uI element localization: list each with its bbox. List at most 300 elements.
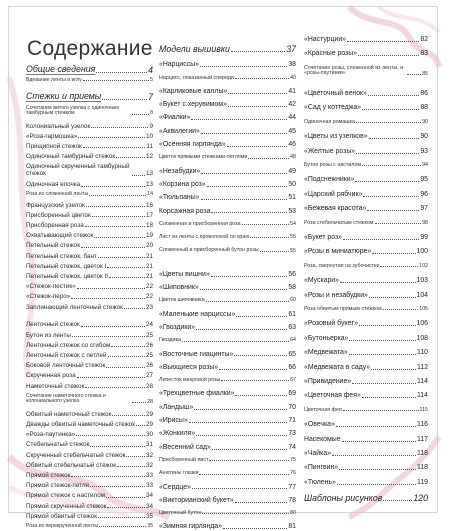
toc-entry-title: Анютины глазки <box>159 470 199 477</box>
toc-entry-title: Петельный стежок, бант <box>26 252 97 260</box>
toc-page-number: 88 <box>420 104 428 112</box>
toc-entry <box>26 223 153 229</box>
dot-leader <box>349 354 416 355</box>
toc-page-number: 41 <box>288 87 296 95</box>
dot-leader <box>223 528 287 529</box>
toc-page-number: 98 <box>422 219 428 226</box>
toc-entry <box>26 154 153 160</box>
dot-leader <box>228 106 288 107</box>
toc-entry-title: Роза обвитым прямым стежком <box>304 306 382 312</box>
toc-entry-title: «Ирисы» <box>159 417 188 425</box>
dot-leader <box>358 55 419 56</box>
toc-entry <box>159 511 296 516</box>
toc-page-number: 119 <box>417 478 428 486</box>
toc-entry-title: Цветочная фея <box>304 406 342 413</box>
toc-entry <box>304 221 428 226</box>
dot-leader <box>112 415 145 416</box>
toc-entry <box>159 272 296 279</box>
toc-entry <box>26 524 153 529</box>
toc-page-number: 33 <box>145 471 153 479</box>
toc-entry <box>159 498 296 505</box>
toc-entry <box>26 473 153 479</box>
toc-page-number: 114 <box>417 378 428 385</box>
toc-entry <box>159 352 296 359</box>
toc-entry-title: Присборенный цветок <box>26 211 91 219</box>
toc-entry-title: Ленточный стежок с петлей <box>26 352 107 360</box>
toc-page-number: 99 <box>420 234 428 241</box>
toc-entry-title: Цветок шиповника <box>159 297 205 304</box>
toc-entry <box>159 338 296 343</box>
dot-leader <box>235 502 288 503</box>
toc-entry-title: «Бутоньерка» <box>304 334 349 342</box>
toc-entry <box>159 298 296 303</box>
toc-page-number: 34 <box>145 492 153 500</box>
toc-entry <box>26 514 153 520</box>
toc-entry-title: «Красные розы» <box>304 50 357 58</box>
dot-leader <box>340 282 416 283</box>
toc-entry-title: Стежки и приемы <box>26 91 102 102</box>
toc-entry-title: «Мускари» <box>304 277 339 285</box>
toc-page-number: 21 <box>145 252 153 260</box>
toc-page-number: 75 <box>290 456 296 463</box>
toc-page-number: 49 <box>288 167 296 175</box>
dot-leader <box>196 435 287 436</box>
toc-entry-title: «Сердце» <box>159 483 191 491</box>
toc-entry <box>304 51 428 58</box>
toc-page-number: 105 <box>419 306 428 312</box>
toc-page-number: 34 <box>145 502 153 510</box>
toc-entry-title: Одиночная епочка <box>26 181 81 189</box>
toc-page-number: 20 <box>145 242 153 250</box>
toc-page-number: 90 <box>420 133 428 141</box>
toc-entry-title: Охватывающий стежок <box>26 232 94 240</box>
toc-page-number: 94 <box>422 162 428 168</box>
toc-entry-title: «Цветочная фея» <box>304 392 361 400</box>
toc-page-number: 77 <box>288 483 296 491</box>
toc-page-number: 100 <box>416 248 428 256</box>
toc-entry-title: Дважды обвитый наметочный стежок <box>26 420 136 428</box>
dot-leader <box>98 517 145 518</box>
toc-entry-title: «Чайка» <box>304 450 331 457</box>
dot-leader <box>211 276 288 277</box>
toc-page-number: 60 <box>290 297 296 304</box>
dot-leader <box>91 127 148 128</box>
toc-entry <box>26 463 153 469</box>
toc-entry-title: «Аквилегии» <box>159 127 200 135</box>
toc-page-number: 95 <box>420 176 428 184</box>
toc-entry-title: Роза из перекрученной ленты <box>26 522 99 529</box>
toc-entry-title: «Пингвин» <box>304 464 339 472</box>
toc-page-number: 96 <box>420 190 428 198</box>
toc-page-number: 76 <box>290 470 296 477</box>
toc-entry-title: «Букет с херувимом» <box>159 101 227 109</box>
dot-leader <box>207 186 288 187</box>
toc-entry <box>159 458 296 463</box>
dot-leader <box>132 114 149 115</box>
toc-entry <box>304 149 428 156</box>
toc-entry-title: Модели вышивки <box>159 44 230 54</box>
dot-leader <box>368 95 419 96</box>
toc-entry-title: «Царский рябчик» <box>304 190 363 198</box>
toc-entry-title: Присборенный лист <box>159 456 209 463</box>
toc-entry-title: Сочетание наметочного стежка и колониального узелка <box>26 392 106 405</box>
dot-leader <box>201 133 287 134</box>
toc-entry <box>26 483 153 489</box>
toc-entry-title: «Розы и незабудки» <box>304 291 368 299</box>
dot-leader <box>106 367 145 368</box>
toc-entry-title: «Настурции» <box>304 36 346 43</box>
dot-leader <box>192 488 287 489</box>
toc-entry-title: «Овечка» <box>304 421 335 429</box>
toc-entry <box>304 422 428 429</box>
toc-entry-title: «Розы в миниатюре» <box>304 248 372 256</box>
dot-leader <box>339 469 416 470</box>
dot-leader <box>83 80 149 81</box>
toc-entry-title: «Фиалки» <box>159 114 191 122</box>
toc-entry <box>26 203 153 209</box>
toc-entry <box>26 192 153 197</box>
toc-entry-title: «Цветы из узелков» <box>304 133 368 141</box>
dot-leader <box>199 474 289 475</box>
toc-entry <box>304 134 428 141</box>
toc-page-number: 23 <box>145 303 153 311</box>
dot-leader <box>375 223 422 224</box>
dot-leader <box>99 526 146 527</box>
toc-entry-title: Прямой стежок с настилом <box>26 492 106 500</box>
toc-entry <box>26 432 153 438</box>
toc-entry-title: Ленточный стежок со сгибом <box>26 341 111 349</box>
dot-leader <box>202 513 289 514</box>
toc-entry <box>159 102 296 109</box>
dot-leader <box>196 329 287 330</box>
dot-leader <box>356 153 419 154</box>
toc-page-number: 11 <box>146 142 153 150</box>
toc-entry <box>159 365 296 372</box>
toc-entry <box>26 164 153 177</box>
toc-entry <box>26 274 153 280</box>
toc-entry-title: Сложенная и присборенная роза <box>159 220 241 227</box>
toc-entry <box>159 285 296 292</box>
toc-page-number: 65 <box>288 350 296 358</box>
toc-page-number: 78 <box>288 496 296 504</box>
toc-page-number: 114 <box>417 392 428 400</box>
toc-entry <box>26 284 153 290</box>
toc-entry <box>26 124 153 130</box>
toc-page-number: 27 <box>145 372 153 380</box>
toc-page-number: 24 <box>145 321 153 329</box>
dot-leader <box>369 138 420 139</box>
toc-page-number: 31 <box>145 441 153 449</box>
toc-page-number: 32 <box>145 461 153 469</box>
toc-entry-title: Насекомые <box>304 435 341 443</box>
toc-page-number: 120 <box>413 493 428 504</box>
toc-entry-title: Прямой обвитый стежок <box>26 512 97 520</box>
toc-entry-title: «Привидение» <box>304 378 352 385</box>
dot-leader <box>86 206 145 207</box>
toc-entry <box>304 379 428 386</box>
toc-page-number: 29 <box>145 420 153 428</box>
dot-leader <box>200 66 287 67</box>
dot-leader <box>352 383 416 384</box>
toc-entry-title: «Медвежата в саду» <box>304 363 371 371</box>
toc-entry-title: «Трехцветные фиалки» <box>159 390 235 398</box>
toc-page-number: 10 <box>145 132 153 140</box>
dot-leader <box>76 435 145 436</box>
dot-leader <box>343 410 419 411</box>
toc-page-number: 46 <box>288 141 296 149</box>
toc-page-number: 82 <box>420 36 428 43</box>
dot-leader <box>108 356 145 357</box>
toc-page-number: 70 <box>288 403 296 411</box>
toc-page-number: 13 <box>145 170 153 178</box>
dot-leader <box>228 93 287 94</box>
toc-page-number: 102 <box>419 262 428 269</box>
toc-page-number: 28 <box>145 382 153 390</box>
toc-page-number: 37 <box>286 44 296 54</box>
toc-page-number: 93 <box>420 147 428 155</box>
toc-page-number: 13 <box>145 181 153 189</box>
toc-entry-title: «Весенний сад» <box>159 443 211 451</box>
toc-entry <box>159 418 296 425</box>
toc-page-number: 22 <box>145 283 153 291</box>
dot-leader <box>92 216 145 217</box>
toc-page-number: 16 <box>145 201 153 209</box>
toc-entry <box>26 106 153 117</box>
toc-entry <box>26 373 153 379</box>
dot-leader <box>343 239 419 240</box>
toc-page-number: 117 <box>417 435 428 443</box>
dot-leader <box>369 297 416 298</box>
dot-leader <box>90 446 145 447</box>
dot-leader <box>362 109 419 110</box>
toc-entry-title: Роза стебельчатым стежком <box>304 219 374 226</box>
toc-entry <box>304 480 428 487</box>
dot-leader <box>209 460 289 461</box>
toc-entry-title: «Бежевая красота» <box>304 205 367 213</box>
toc-entry-title: Цветочный бутон <box>159 510 202 517</box>
toc-entry-title: Обвитый наметочный стежок <box>26 410 112 418</box>
toc-entry-title: «Подснежники» <box>304 176 355 184</box>
toc-entry <box>304 206 428 213</box>
toc-page-number: 103 <box>416 277 428 285</box>
toc-page-number: 22 <box>145 293 153 301</box>
toc-page-number: 116 <box>417 421 428 429</box>
toc-entry <box>26 353 153 359</box>
toc-entry-title: Одиночный скрученный тамбурный стежок <box>26 163 130 177</box>
dot-leader <box>106 497 145 498</box>
toc-entry <box>159 405 296 412</box>
dot-leader <box>107 267 145 268</box>
toc-entry <box>159 222 296 227</box>
toc-entry <box>304 293 428 300</box>
dot-leader <box>77 377 145 378</box>
toc-page-number: 25 <box>145 331 153 339</box>
toc-entry-title: «Медвежата» <box>304 349 348 357</box>
dot-leader <box>383 500 412 501</box>
toc-entry-title: «Роза-паутинка» <box>26 431 76 439</box>
dot-leader <box>242 224 290 225</box>
toc-entry-title: Сочетание витого узелка с одиночным тамбурным стежком <box>26 104 119 117</box>
toc-page-number: 81 <box>288 523 296 531</box>
toc-entry <box>26 412 153 418</box>
toc-entry <box>304 177 428 184</box>
toc-entry-title: Бутон розы с настилом <box>304 162 362 168</box>
toc-entry <box>159 209 296 216</box>
toc-entry <box>26 213 153 219</box>
toc-entry <box>26 504 153 510</box>
dot-leader <box>81 186 145 187</box>
toc-page-number: 110 <box>417 349 428 357</box>
toc-entry <box>304 350 428 357</box>
toc-entry <box>304 66 428 77</box>
toc-entry <box>159 169 296 176</box>
toc-page-number: 54 <box>290 220 296 227</box>
toc-entry <box>159 485 296 492</box>
toc-page-number: 112 <box>417 363 428 371</box>
toc-entry <box>26 182 153 188</box>
dot-leader <box>363 196 419 197</box>
dot-leader <box>98 257 145 258</box>
dot-leader <box>347 41 419 42</box>
toc-page-number: 73 <box>288 430 296 438</box>
toc-entry <box>159 195 296 202</box>
toc-entry <box>26 294 153 300</box>
toc-page-number: 19 <box>145 232 153 240</box>
dot-leader <box>235 395 287 396</box>
toc-entry <box>26 144 153 150</box>
toc-entry-title: Роза из сложенной ленты <box>26 191 89 198</box>
toc-entry <box>26 343 153 349</box>
toc-page-number: 12 <box>145 153 153 161</box>
dot-leader <box>77 288 145 289</box>
toc-page-number: 61 <box>288 310 296 318</box>
dot-leader <box>132 402 146 403</box>
toc-section-entry <box>26 92 153 102</box>
toc-page-number: 48 <box>290 154 296 161</box>
dot-leader <box>83 147 146 148</box>
toc-entry <box>159 312 296 319</box>
toc-entry <box>26 322 153 328</box>
dot-leader <box>221 380 289 381</box>
dot-leader <box>372 253 415 254</box>
toc-page-number: 86 <box>420 90 428 97</box>
dot-leader <box>231 51 285 52</box>
toc-entry-title: Роза, свернутая на зубочистке <box>304 262 380 269</box>
toc-entry-title: «Цветы вишни» <box>159 270 210 278</box>
toc-entry <box>26 333 153 339</box>
toc-entry <box>304 307 428 312</box>
ribbon-decoration-bottom-right <box>349 437 439 517</box>
toc-entry <box>26 384 153 390</box>
toc-entry <box>26 493 153 499</box>
toc-entry <box>304 365 428 372</box>
toc-entry-title: «Жонкиля» <box>159 430 196 438</box>
toc-entry <box>304 465 428 472</box>
toc-page-number: 53 <box>288 207 296 215</box>
toc-entry-title: Нарцисс, показанный спереди <box>159 74 234 81</box>
toc-entry-title: «Вьющиеся розы» <box>159 363 219 371</box>
dot-leader <box>250 237 289 238</box>
toc-entry-title: «Цветочный венок» <box>304 90 367 97</box>
toc-entry <box>159 129 296 136</box>
toc-page-number: 18 <box>145 222 153 230</box>
toc-page-number: 4 <box>148 65 153 75</box>
toc-entry <box>159 155 296 160</box>
toc-entry-title: «Роза-гармошка» <box>26 132 78 140</box>
dot-leader <box>126 456 145 457</box>
toc-entry-title: Скрученная роза <box>26 372 76 380</box>
dot-leader <box>78 137 145 138</box>
toc-entry <box>159 378 296 383</box>
toc-entry <box>159 391 296 398</box>
toc-page-number: 7 <box>148 92 153 103</box>
toc-entry-title: «Шиповник» <box>159 284 199 292</box>
toc-page-number: 51 <box>288 194 296 202</box>
toc-entry-title: Шаблоны рисунков <box>304 493 383 504</box>
toc-entry <box>304 278 428 285</box>
toc-page-number: 40 <box>290 74 296 81</box>
toc-entry <box>304 321 428 328</box>
toc-entry-title: Прямой скрученный стежок <box>26 502 107 510</box>
toc-page-number: 30 <box>145 431 153 439</box>
toc-entry-title: Прямой стежок <box>26 471 71 479</box>
dot-leader <box>367 210 419 211</box>
toc-entry-title: «Незабудки» <box>159 167 201 175</box>
dot-leader <box>81 326 145 327</box>
toc-entry-title: Стебельчатый стежок <box>26 441 90 449</box>
toc-entry <box>304 264 428 269</box>
toc-entry-title: Петельный стежок, цветок II <box>26 273 109 281</box>
toc-entry-title: Ленточный стежок <box>26 321 80 329</box>
toc-page-number: 106 <box>416 320 428 328</box>
toc-entry-title: Сложенный и присборенный бутон розы <box>159 247 259 254</box>
toc-page-number: 69 <box>288 390 296 398</box>
toc-entry-title: Цветок прямыми стежками-петлями <box>159 154 248 161</box>
toc-entry <box>26 233 153 239</box>
toc-entry-title: «Ландыш» <box>159 403 194 411</box>
toc-page-number: 108 <box>416 334 428 342</box>
toc-entry <box>159 471 296 476</box>
toc-entry-title: Корсажная роза <box>159 207 211 215</box>
toc-page-number: 33 <box>145 482 153 490</box>
dot-leader <box>260 251 290 252</box>
toc-entry <box>304 408 428 413</box>
toc-page-number: 64 <box>290 337 296 344</box>
toc-entry-title: Заплинающий ленточный стежок <box>26 303 123 311</box>
toc-page-number: 14 <box>147 191 153 198</box>
dot-leader <box>102 99 147 100</box>
toc-entry <box>304 393 428 400</box>
toc-entry-title: Лепесток махровой розы <box>159 377 221 384</box>
toc-page-number: 55 <box>290 234 296 241</box>
toc-page-number: 38 <box>288 61 296 69</box>
dot-leader <box>201 173 287 174</box>
toc-entry-title: «Тюлень» <box>304 478 336 486</box>
dot-leader <box>182 341 289 342</box>
toc-entry-title: Сочетание розы, сложенной из ленты, и «розы-паутинки» <box>304 64 404 77</box>
toc-entry <box>26 394 153 405</box>
toc-entry-title: «Восточные гиацинты» <box>159 350 234 358</box>
dot-leader <box>200 289 288 290</box>
toc-entry <box>159 142 296 149</box>
toc-section-entry <box>159 45 296 54</box>
toc-entry-title: Боковой ленточный стежок <box>26 362 106 370</box>
toc-entry <box>26 264 153 270</box>
toc-entry <box>26 453 153 459</box>
dot-leader <box>356 122 421 123</box>
toc-page-number: 55 <box>290 247 296 254</box>
dot-leader <box>109 277 145 278</box>
